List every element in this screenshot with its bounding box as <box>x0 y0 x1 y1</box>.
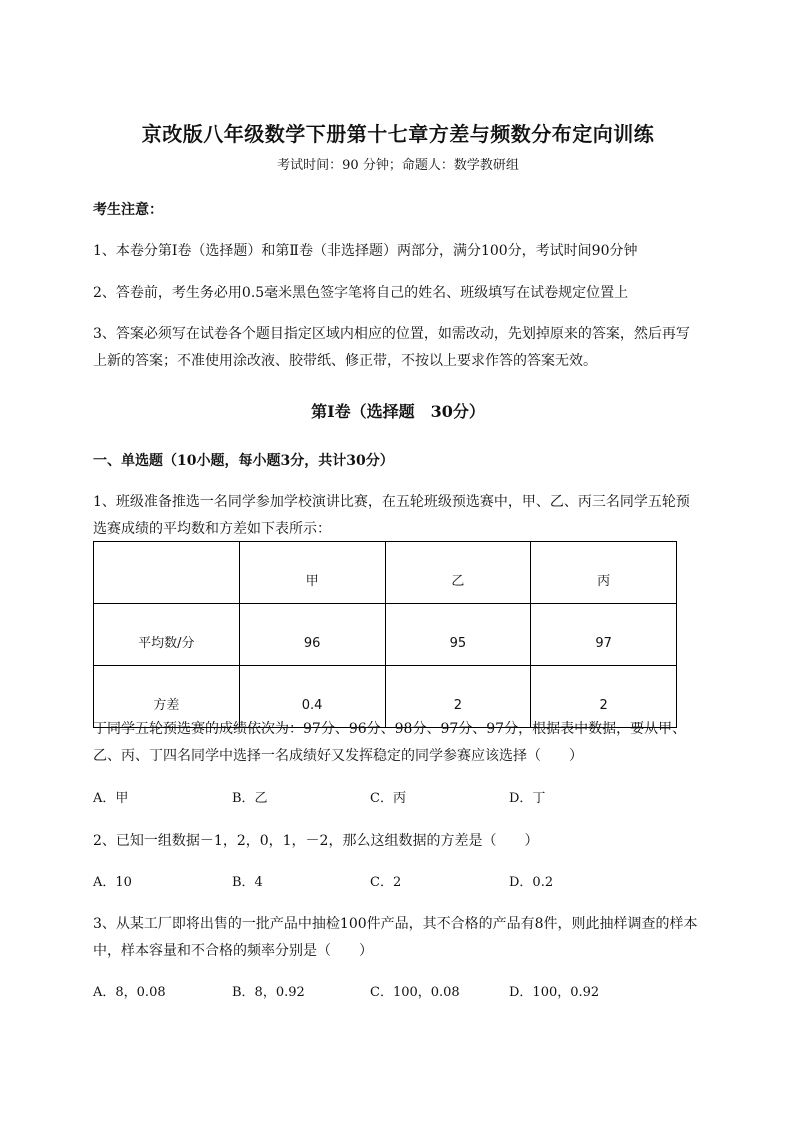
q1-table <box>93 541 677 728</box>
option-a[interactable]: A．甲 <box>93 791 129 806</box>
table-cell: 2 <box>531 666 677 728</box>
part-heading: 一、单选题（10小题，每小题3分，共计30分） <box>93 453 394 469</box>
table-cell: 乙 <box>385 542 531 604</box>
table-cell: 96 <box>239 604 385 666</box>
exam-title: 京改版八年级数学下册第十七章方差与频数分布定向训练 <box>141 122 655 146</box>
table-cell: 0.4 <box>239 666 385 728</box>
table-cell: 平均数/分 <box>94 604 240 666</box>
option-a[interactable]: A．8，0.08 <box>93 985 166 1000</box>
q1-followup: 丁同学五轮预选赛的成绩依次为：97分、96分、98分、97分、97分，根据表中数据，要从甲、乙、丙、丁四名同学中选择一名成绩好又发挥稳定的同学参赛应该选择（ ） <box>93 721 687 764</box>
option-c[interactable]: C．丙 <box>370 791 406 806</box>
notice-item-1: 1、本卷分第Ⅰ卷（选择题）和第Ⅱ卷（非选择题）两部分，满分100分，考试时间90分钟 <box>93 243 638 259</box>
q1-stem: 1、班级准备推选一名同学参加学校演讲比赛，在五轮班级预选赛中，甲、乙、丙三名同学五轮预选赛成绩的平均数和方差如下表所示： <box>93 494 690 537</box>
q2-stem: 2、已知一组数据－1，2，0，1，－2，那么这组数据的方差是（ ） <box>93 833 539 849</box>
notice-item-2: 2、答卷前，考生务必用0.5毫米黑色签字笔将自己的姓名、班级填写在试卷规定位置上 <box>93 285 629 301</box>
option-b[interactable]: B．乙 <box>232 791 268 806</box>
notice-item-3: 3、答案必须写在试卷各个题目指定区域内相应的位置，如需改动，先划掉原来的答案，然后再写上新的答案；不准使用涂改液、胶带纸、修正带，不按以上要求作答的答案无效。 <box>93 326 690 369</box>
table-cell: 甲 <box>239 542 385 604</box>
table-row <box>94 604 677 666</box>
table-cell: 方差 <box>94 666 240 728</box>
option-b[interactable]: B．4 <box>232 875 263 890</box>
table-cell: 95 <box>385 604 531 666</box>
table-cell <box>94 542 240 604</box>
exam-subtitle: 考试时间：90 分钟；命题人：数学教研组 <box>277 158 519 173</box>
table-cell: 2 <box>385 666 531 728</box>
option-b[interactable]: B．8，0.92 <box>232 985 305 1000</box>
section-title: 第Ⅰ卷（选择题 30分） <box>311 402 485 421</box>
option-c[interactable]: C．100，0.08 <box>370 985 460 1000</box>
option-d[interactable]: D．丁 <box>509 791 546 806</box>
option-d[interactable]: D．0.2 <box>509 875 554 890</box>
option-d[interactable]: D．100，0.92 <box>509 985 600 1000</box>
option-a[interactable]: A．10 <box>93 875 132 890</box>
table-cell: 丙 <box>531 542 677 604</box>
q3-stem: 3、从某工厂即将出售的一批产品中抽检100件产品，其不合格的产品有8件，则此抽样调查的样本中，样本容量和不合格的频率分别是（ ） <box>93 916 698 959</box>
table-cell: 97 <box>531 604 677 666</box>
notice-heading: 考生注意： <box>93 202 163 218</box>
table-header-row <box>94 542 677 604</box>
option-c[interactable]: C．2 <box>370 875 402 890</box>
